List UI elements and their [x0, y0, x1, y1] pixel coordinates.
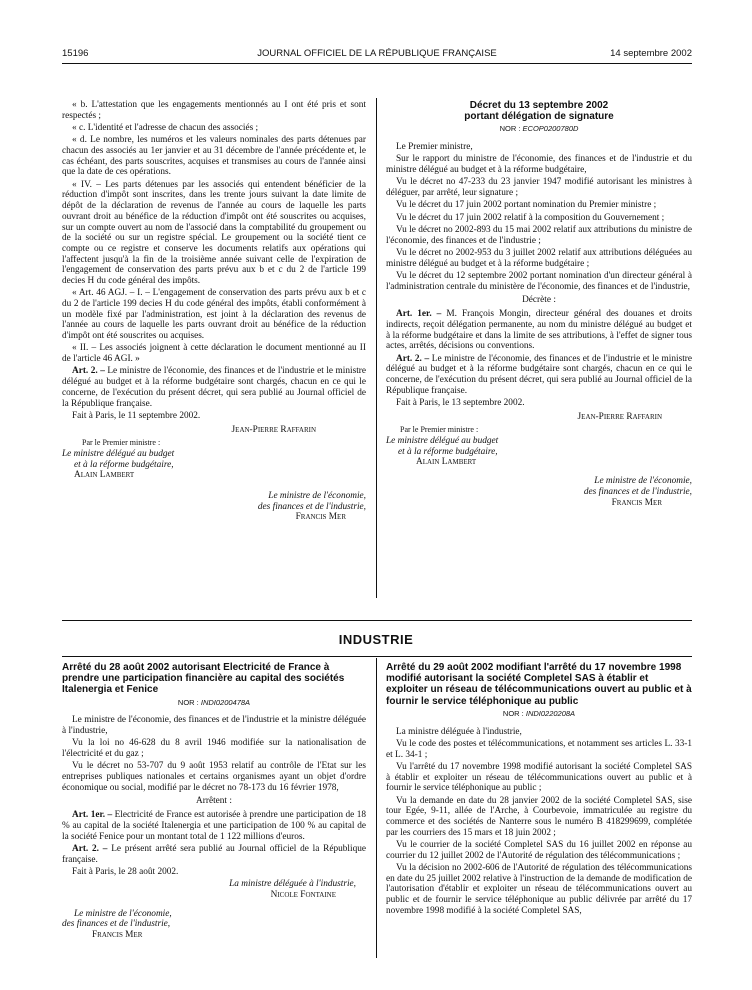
article-1: Art. 1er. – Electricité de France est autorisée à prendre une participation de 18 % au capital de la société Italenergia et une participation de 100 % au capital de la société Fenice pour un montant total de 1 122 millions d'euros.	[62, 810, 366, 842]
section-rule-top	[62, 620, 692, 621]
paragraph: Le ministre de l'économie, des finances et de l'industrie et la ministre déléguée à l'industrie,	[62, 715, 366, 737]
paragraph: « IV. – Les parts détenues par les associés qui entendent bénéficier de la réduction d'impôt sont inscrites, dans les trente jours suivant la date limite de dépôt de la déclaration de revenus de l'année au cours de laquelle les parts ouvrant droit au bénéfice de la réduction d'impôt ont été souscrites ou acquises, sur un compte ouvert au nom de l'associé dans la comptabilité du groupement ou de la société ou sur un registre spécial. Le groupement ou la société tient ce compte ou ce registre et conserve les documents relatifs aux opérations qui l'affectent jusqu'à la fin de la troisième année suivant celle de l'expiration de l'engagement de conservation des parts prévu aux b et c du 2 de l'article 199 decies H du code général des impôts.	[62, 179, 366, 287]
paragraph: « Art. 46 AGJ. – I. – L'engagement de conservation des parts prévu aux b et c du 2 de l'article 199 decies H du code général des impôts, établi conformément à un modèle fixé par l'administration, est joint à la déclaration des revenus de l'année au cours de laquelle les parts ouvrant droit au bénéfice de la réduction d'impôt ont été souscrites ou acquises.	[62, 288, 366, 342]
section-heading: INDUSTRIE	[338, 632, 414, 647]
column-divider-bottom	[376, 658, 377, 958]
journal-title: JOURNAL OFFICIEL DE LA RÉPUBLIQUE FRANÇAISE	[257, 48, 497, 59]
paragraph: Vu le décret no 2002-893 du 15 mai 2002 relatif aux attributions du ministre de l'économie, des finances et de l'industrie ;	[386, 225, 692, 246]
article-label: Art. 2. –	[72, 366, 105, 377]
article-1: Art. 1er. – M. François Mongin, directeur général des douanes et droits indirects, reçoit délégation permanente, au nom du ministre délégué au budget et à la réforme budgétaire et dans la limite de ses attributions, à l'effet de signer tous actes, arrêtés, décisions ou conventions.	[386, 309, 693, 352]
nor-reference: NOR : INDI0200478A	[177, 697, 251, 707]
by-prime-minister: Par le Premier ministre :	[400, 425, 479, 435]
paragraph: Sur le rapport du ministre de l'économie, des finances et de l'industrie et du ministre délégué au budget et à la réforme budgétaire,	[386, 154, 692, 176]
paragraph: Le Premier ministre,	[396, 142, 473, 153]
right-bottom-column	[386, 662, 692, 918]
paragraph: Vu le décret no 53-707 du 9 août 1953 relatif au contrôle de l'Etat sur les entreprises publiques nationales et certains organismes ayant un objet d'ordre économique ou social, modifié par le décret no 78-173 du 16 février 1978,	[62, 761, 366, 793]
article-label: Art. 1er. –	[72, 810, 113, 821]
paragraph: Vu le décret no 47-233 du 23 janvier 1947 modifié autorisant les ministres à déléguer, par arrêté, leur signature ;	[386, 177, 692, 199]
paragraph: Vu la décision no 2002-606 de l'Autorité de régulation des télécommunications en date du 25 juillet 2002 relative à l'instruction de la demande de modification de l'autorisation d'établir et exploiter un réseau de télécommunications ouvert au public et de fournir le service téléphonique au public délivrée par arrêté du 17 novembre 1998 modifié à la société Completel SAS,	[386, 862, 692, 916]
left-top-column	[62, 100, 366, 523]
decree-title-1: Décret du 13 septembre 2002	[469, 100, 609, 111]
economy-minister-title-2: des finances et de l'industrie,	[257, 501, 366, 512]
budget-minister-title-1: Le ministre délégué au budget	[386, 436, 499, 447]
page-header	[62, 48, 692, 62]
done-at: Fait à Paris, le 11 septembre 2002.	[72, 410, 201, 421]
industry-minister-title: La ministre déléguée à l'industrie,	[229, 879, 356, 890]
budget-minister-title-2: et à la réforme budgétaire,	[74, 459, 174, 470]
signer-name: Jean-Pierre Raffarin	[231, 424, 316, 435]
paragraph: Vu le décret du 17 juin 2002 relatif à la composition du Gouvernement ;	[396, 212, 665, 223]
article-2: Art. 2. – Le ministre de l'économie, des finances et de l'industrie et le ministre délégué au budget et à la réforme budgétaire sont chargés, chacun en ce qui le concerne, de l'exécution du présent décret, qui sera publié au Journal officiel de la République française.	[62, 366, 367, 409]
decrete-heading: Décrète :	[522, 295, 556, 306]
budget-minister-name: Alain Lambert	[74, 470, 135, 481]
article-2: Art. 2. – Le présent arrêté sera publié au Journal officiel de la République française.	[62, 843, 367, 865]
right-top-column	[386, 100, 692, 508]
economy-minister-name: Francis Mer	[92, 929, 143, 940]
paragraph: Vu l'arrêté du 17 novembre 1998 modifié autorisant la société Completel SAS à établir et exploiter un réseau de télécommunications ouvert au public et à fournir le service téléphonique au public ;	[386, 761, 692, 794]
article-2: Art. 2. – Le ministre de l'économie, des finances et de l'industrie et le ministre délégué au budget et à la réforme budgétaire sont chargés, chacun en ce qui le concerne, de l'exécution du présent décret, qui sera publié au Journal officiel de la République française.	[386, 353, 693, 396]
economy-minister-title-2: des finances et de l'industrie,	[62, 919, 171, 930]
economy-minister-title-1: Le ministre de l'économie,	[268, 491, 366, 502]
article-label: Art. 2. –	[396, 353, 430, 364]
done-at: Fait à Paris, le 13 septembre 2002.	[396, 397, 525, 408]
column-divider-top	[376, 98, 377, 598]
section-rule-bottom	[62, 656, 692, 657]
economy-minister-name: Francis Mer	[295, 512, 346, 523]
paragraph: « d. Le nombre, les numéros et les valeurs nominales des parts détenues par chacun des associés au 1er janvier et au 31 décembre de l'année précédente et, le cas échéant, des parts souscrites, acquises et transmises au cours de l'année ainsi que la date de ces opérations.	[62, 135, 366, 178]
paragraph: « c. L'identité et l'adresse de chacun des associés ;	[72, 123, 259, 133]
paragraph: Vu le décret du 17 juin 2002 portant nomination du Premier ministre ;	[396, 200, 657, 211]
article-label: Art. 1er. –	[396, 309, 442, 320]
nor-reference: NOR : ECOP0200780D	[499, 124, 579, 134]
page-number: 15196	[62, 48, 89, 59]
economy-minister-title-1: Le ministre de l'économie,	[594, 476, 692, 487]
arrete-title: Arrêté du 28 août 2002 autorisant Electricité de France à prendre une participation financière au capital des sociétés Italenergia et Fenice	[62, 662, 345, 696]
signer-name: Jean-Pierre Raffarin	[577, 411, 662, 422]
economy-minister-title-1: Le ministre de l'économie,	[74, 908, 172, 919]
paragraph: Vu la loi no 46-628 du 8 avril 1946 modifiée sur la nationalisation de l'électricité et du gaz ;	[62, 738, 366, 760]
paragraph: La ministre déléguée à l'industrie,	[396, 726, 522, 737]
decree-title-2: portant délégation de signature	[464, 111, 614, 123]
left-bottom-column	[62, 662, 366, 941]
done-at: Fait à Paris, le 28 août 2002.	[72, 866, 179, 877]
economy-minister-name: Francis Mer	[611, 497, 662, 508]
article-label: Art. 2. –	[72, 843, 108, 854]
paragraph: Vu le décret du 12 septembre 2002 portant nomination d'un directeur général à l'administration centrale du ministère de l'économie, des finances et de l'industrie,	[386, 271, 692, 292]
nor-reference: NOR : INDI0220208A	[502, 708, 576, 718]
arretent-heading: Arrêtent :	[196, 796, 232, 807]
industry-minister-name: Nicole Fontaine	[270, 889, 336, 900]
budget-minister-title-1: Le ministre délégué au budget	[62, 448, 175, 459]
paragraph: « b. L'attestation que les engagements mentionnés au I ont été pris et sont respectés ;	[62, 100, 366, 121]
issue-date: 14 septembre 2002	[610, 48, 692, 59]
economy-minister-title-2: des finances et de l'industrie,	[583, 486, 692, 497]
by-prime-minister: Par le Premier ministre :	[82, 438, 161, 448]
paragraph: Vu le code des postes et télécommunications, et notamment ses articles L. 33-1 et L. 34-1 ;	[386, 738, 692, 760]
budget-minister-title-2: et à la réforme budgétaire,	[398, 446, 498, 457]
header-rule	[62, 63, 692, 64]
budget-minister-name: Alain Lambert	[416, 457, 477, 468]
paragraph: Vu le courrier de la société Completel SAS du 16 juillet 2002 en réponse au courrier du 12 juillet 2002 de l'Autorité de régulation des télécommunications ;	[386, 839, 692, 861]
paragraph: Vu la demande en date du 28 janvier 2002 de la société Completel SAS, sise tour Egée, 9-11, allée de l'Arche, à Courbevoie, immatriculée au registre du commerce et des sociétés de Nanterre sous le numéro B 418299699, complétée par les courriers des 15 mars et 18 juin 2002 ;	[386, 795, 692, 838]
paragraph: « II. – Les associés joignent à cette déclaration le document mentionné au II de l'article 46 AGI. »	[62, 343, 366, 365]
arrete-title: Arrêté du 29 août 2002 modifiant l'arrêté du 17 novembre 1998 modifié autorisant la société Completel SAS à établir et exploiter un réseau de télécommunications ouvert au public et à fournir le service téléphonique au public	[386, 662, 692, 707]
paragraph: Vu le décret no 2002-953 du 3 juillet 2002 relatif aux attributions déléguées au ministre délégué au budget et à la réforme budgétaire ;	[386, 248, 692, 269]
